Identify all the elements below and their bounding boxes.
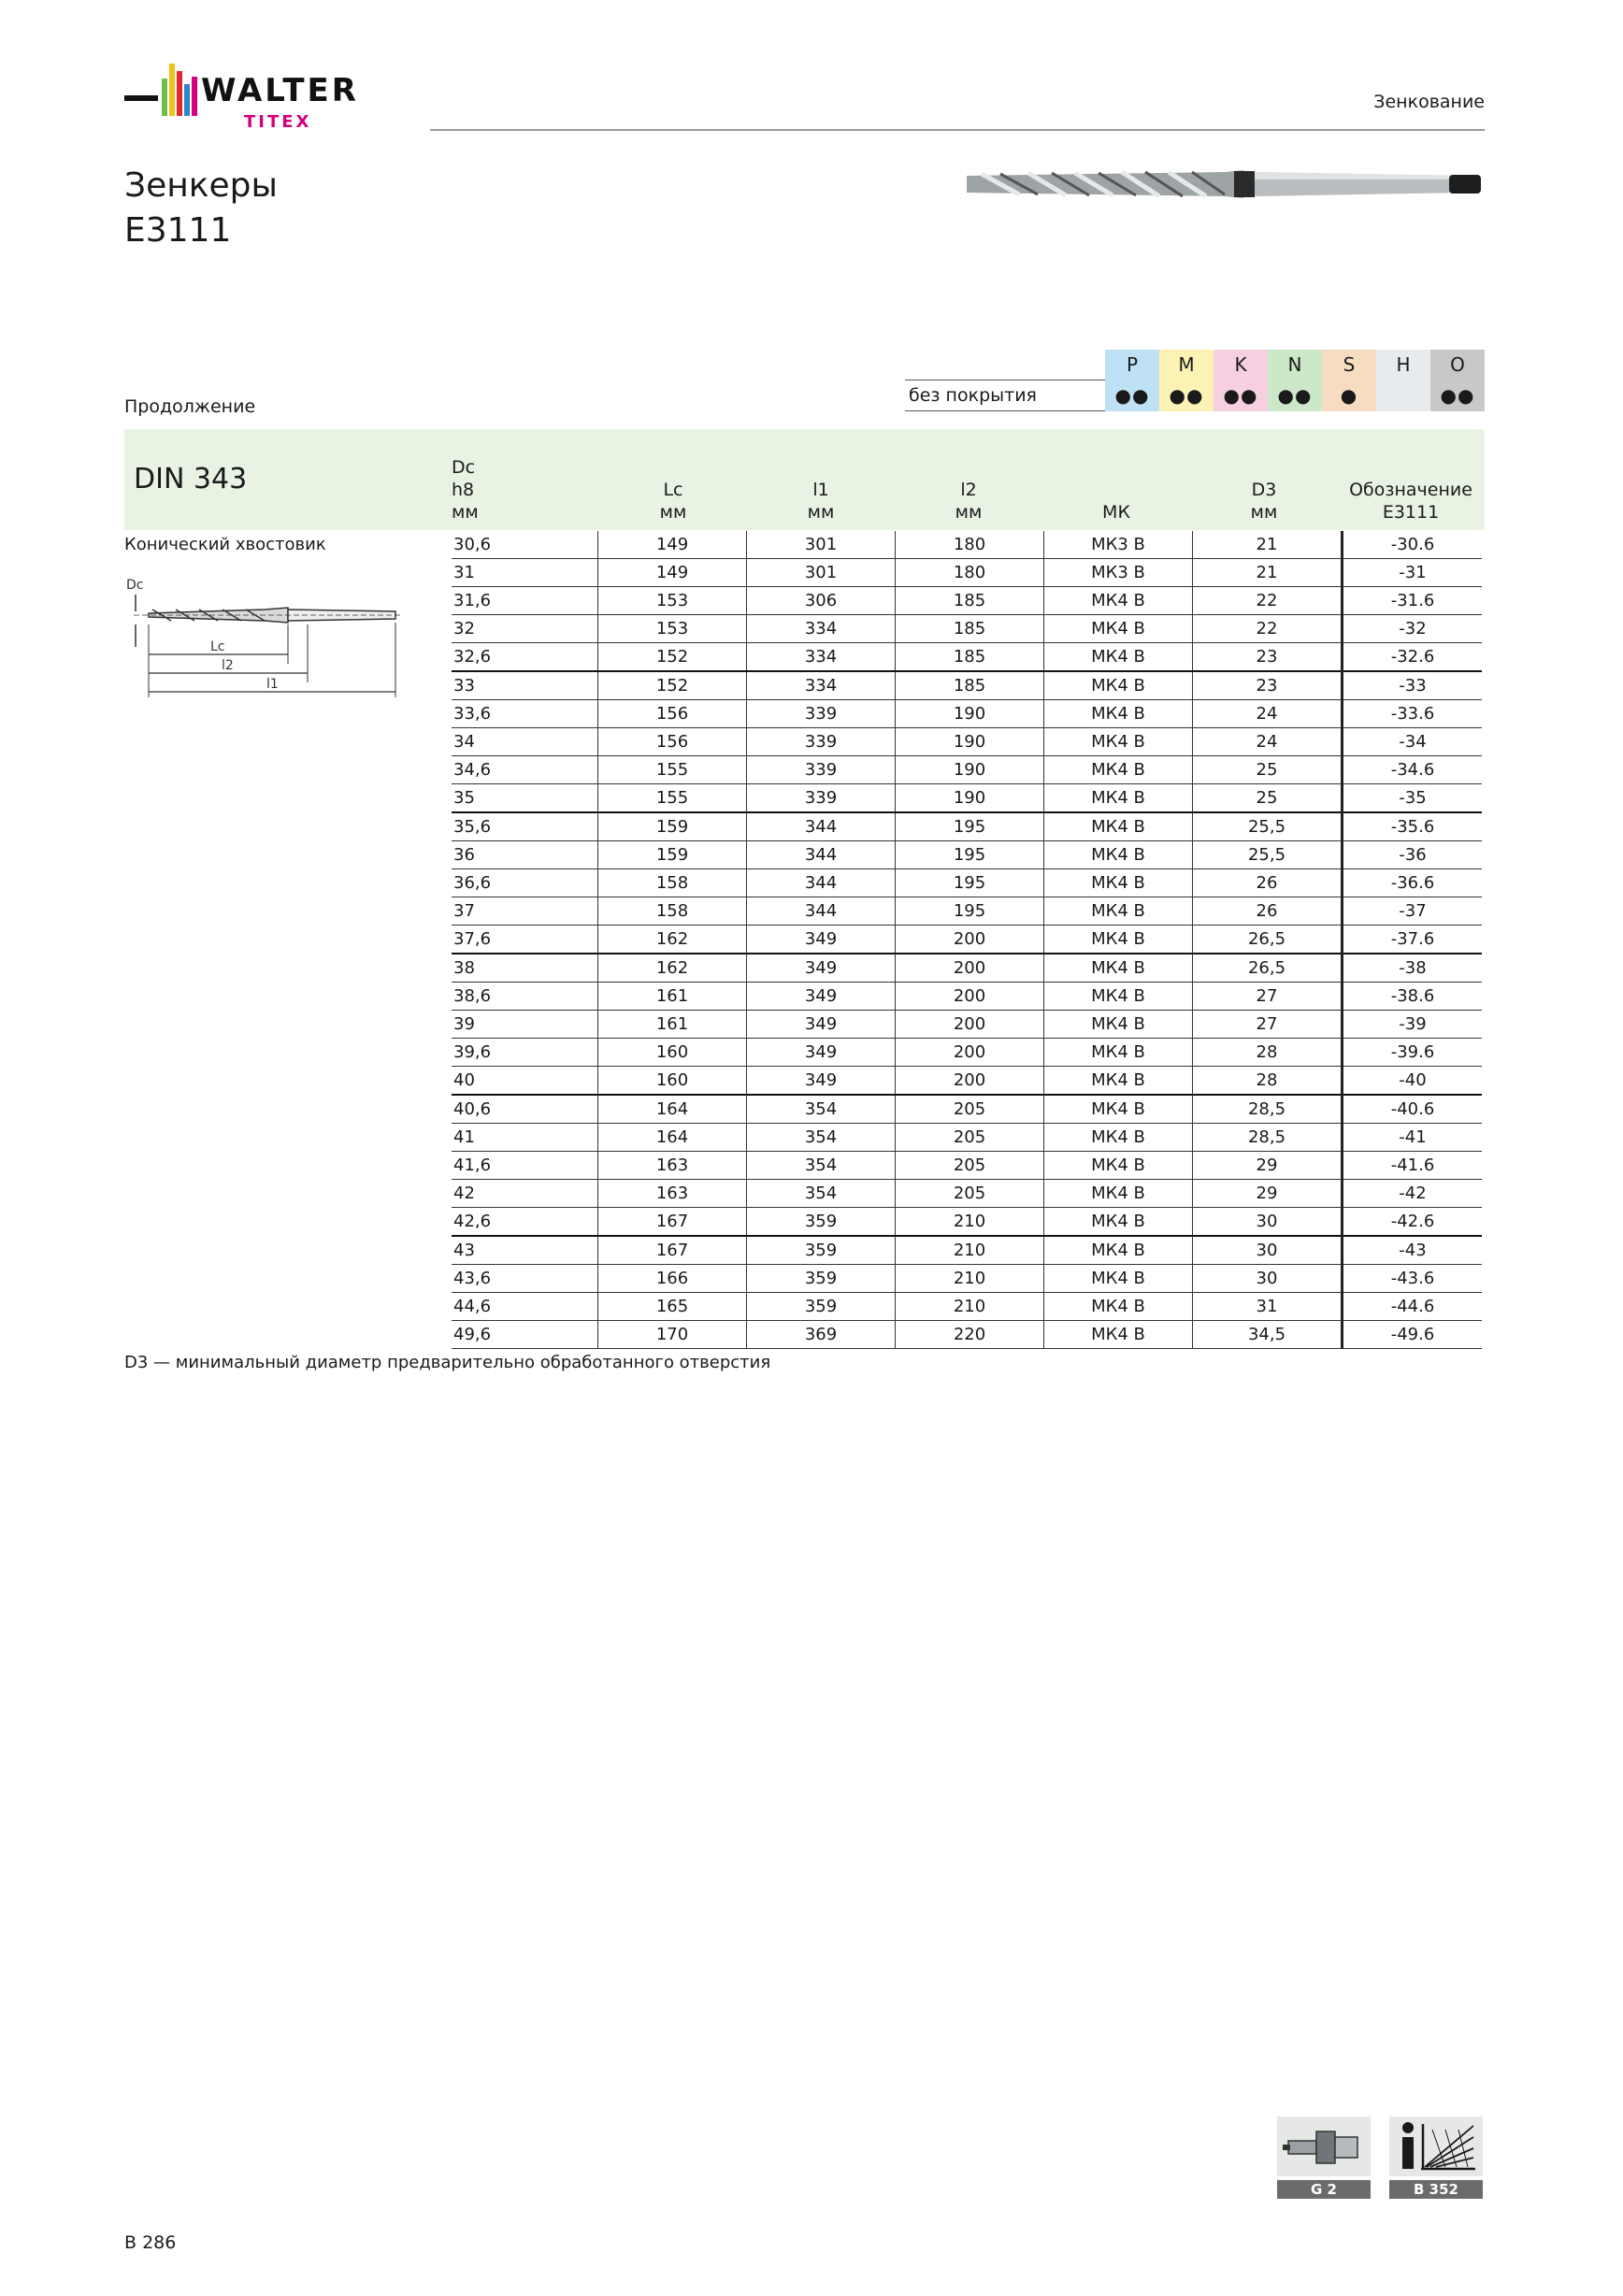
ref-b352-label: B 352	[1389, 2180, 1483, 2199]
cell-l2: 200	[896, 1011, 1044, 1039]
cell-lc: 170	[598, 1321, 747, 1349]
material-header-row	[905, 350, 1485, 380]
cell-designation: -34	[1343, 728, 1483, 756]
table-row	[452, 1180, 1482, 1208]
table-row	[452, 1236, 1482, 1265]
cell-l2: 200	[896, 983, 1044, 1011]
shank-type-label: Конический хвостовик	[124, 535, 326, 554]
header-designation: Обозначение E3111	[1349, 480, 1472, 523]
cell-d3: 26,5	[1193, 954, 1343, 983]
header-d3: D3 мм	[1250, 480, 1278, 523]
table-row	[452, 784, 1482, 813]
header-mk: МК	[1102, 502, 1130, 523]
header-l2: l2 мм	[955, 480, 983, 523]
cell-d3: 24	[1193, 700, 1343, 728]
cell-l1: 354	[747, 1095, 896, 1124]
cell-lc: 153	[598, 587, 747, 615]
cell-l2: 205	[896, 1124, 1044, 1152]
ref-g2-label: G 2	[1277, 2180, 1371, 2199]
cell-l2: 210	[896, 1236, 1044, 1265]
cell-l1: 334	[747, 615, 896, 643]
cell-dc: 34	[452, 728, 598, 756]
cell-d3: 24	[1193, 728, 1343, 756]
cell-d3: 28	[1193, 1067, 1343, 1096]
cell-lc: 156	[598, 700, 747, 728]
cell-l2: 205	[896, 1152, 1044, 1180]
cell-mk: МК4 В	[1044, 1152, 1193, 1180]
cell-l1: 354	[747, 1124, 896, 1152]
cell-l2: 190	[896, 728, 1044, 756]
table-row	[452, 643, 1482, 672]
title-line-2: E3111	[124, 211, 232, 250]
cell-l1: 349	[747, 1039, 896, 1067]
cell-d3: 28,5	[1193, 1124, 1343, 1152]
cell-dc: 33	[452, 671, 598, 700]
cell-l2: 195	[896, 841, 1044, 869]
cell-dc: 49,6	[452, 1321, 598, 1349]
cell-dc: 32	[452, 615, 598, 643]
cell-d3: 25,5	[1193, 841, 1343, 869]
cell-designation: -32.6	[1343, 643, 1483, 672]
tool-holder-icon	[1277, 2117, 1371, 2176]
table-row	[452, 841, 1482, 869]
cell-designation: -35.6	[1343, 812, 1483, 841]
cell-l2: 210	[896, 1293, 1044, 1321]
cell-designation: -36.6	[1343, 869, 1483, 897]
cell-d3: 31	[1193, 1293, 1343, 1321]
cell-lc: 149	[598, 531, 747, 559]
cell-d3: 26	[1193, 869, 1343, 897]
cell-designation: -39.6	[1343, 1039, 1483, 1067]
cell-designation: -41.6	[1343, 1152, 1483, 1180]
cell-lc: 161	[598, 983, 747, 1011]
cell-dc: 37	[452, 897, 598, 926]
cell-l2: 180	[896, 559, 1044, 587]
cell-lc: 160	[598, 1039, 747, 1067]
cell-mk: МК4 В	[1044, 1095, 1193, 1124]
cell-l1: 359	[747, 1208, 896, 1237]
continuation-label: Продолжение	[124, 396, 256, 417]
cell-lc: 162	[598, 954, 747, 983]
cell-dc: 42,6	[452, 1208, 598, 1237]
walter-titex-logo	[124, 58, 405, 135]
cell-mk: МК4 В	[1044, 841, 1193, 869]
suitability-h	[1376, 380, 1430, 411]
table-row	[452, 869, 1482, 897]
cell-dc: 39	[452, 1011, 598, 1039]
diagram-dc-label: Dc	[126, 578, 144, 593]
table-row	[452, 1095, 1482, 1124]
cell-l1: 301	[747, 531, 896, 559]
table-row	[452, 1124, 1482, 1152]
cell-dc: 44,6	[452, 1293, 598, 1321]
cell-l2: 210	[896, 1208, 1044, 1237]
suitability-s: ●	[1322, 380, 1376, 411]
cell-l1: 344	[747, 897, 896, 926]
cell-lc: 160	[598, 1067, 747, 1096]
info-chart-icon	[1389, 2117, 1483, 2176]
cell-dc: 32,6	[452, 643, 598, 672]
page-number: B 286	[124, 2232, 177, 2253]
coating-label: без покрытия	[905, 380, 1105, 411]
cell-lc: 159	[598, 812, 747, 841]
material-groups-table	[905, 350, 1485, 411]
cell-l1: 339	[747, 728, 896, 756]
table-row	[452, 559, 1482, 587]
table-row	[452, 728, 1482, 756]
cell-dc: 40	[452, 1067, 598, 1096]
ref-b352[interactable]	[1389, 2117, 1483, 2197]
cell-designation: -34.6	[1343, 756, 1483, 784]
suitability-o: ●●	[1430, 380, 1485, 411]
cell-l2: 195	[896, 869, 1044, 897]
material-group-m: M	[1159, 350, 1214, 380]
cell-mk: МК4 В	[1044, 756, 1193, 784]
table-row	[452, 756, 1482, 784]
cell-l1: 349	[747, 1067, 896, 1096]
cell-l1: 354	[747, 1152, 896, 1180]
cell-mk: МК3 В	[1044, 559, 1193, 587]
table-row	[452, 926, 1482, 954]
cell-lc: 152	[598, 671, 747, 700]
table-row	[452, 954, 1482, 983]
cell-lc: 166	[598, 1265, 747, 1293]
countersink-drill-image	[963, 161, 1487, 208]
ref-g2[interactable]	[1277, 2117, 1371, 2197]
cell-d3: 34,5	[1193, 1321, 1343, 1349]
cell-dc: 39,6	[452, 1039, 598, 1067]
cell-l2: 185	[896, 671, 1044, 700]
cell-l2: 190	[896, 756, 1044, 784]
section-title: Зенкование	[1373, 92, 1485, 112]
cell-l2: 200	[896, 1067, 1044, 1096]
cell-lc: 155	[598, 756, 747, 784]
cell-designation: -38	[1343, 954, 1483, 983]
cell-mk: МК4 В	[1044, 1265, 1193, 1293]
cell-d3: 25	[1193, 784, 1343, 813]
cell-l2: 185	[896, 643, 1044, 672]
cell-designation: -37.6	[1343, 926, 1483, 954]
cell-designation: -36	[1343, 841, 1483, 869]
page-title	[124, 164, 278, 253]
cell-designation: -33.6	[1343, 700, 1483, 728]
table-row	[452, 812, 1482, 841]
cell-l1: 359	[747, 1293, 896, 1321]
suitability-k: ●●	[1214, 380, 1268, 411]
cell-lc: 156	[598, 728, 747, 756]
diagram-l2-label: l2	[222, 658, 234, 673]
cell-mk: МК4 В	[1044, 615, 1193, 643]
cell-l1: 349	[747, 1011, 896, 1039]
cell-l1: 359	[747, 1265, 896, 1293]
cell-lc: 149	[598, 559, 747, 587]
cell-lc: 153	[598, 615, 747, 643]
cell-d3: 21	[1193, 559, 1343, 587]
cell-l1: 349	[747, 954, 896, 983]
table-row	[452, 983, 1482, 1011]
footnote: D3 — минимальный диаметр предварительно обработанного отверстия	[124, 1353, 771, 1372]
table-row	[452, 587, 1482, 615]
material-group-s: S	[1322, 350, 1376, 380]
drill-dimension-diagram	[124, 572, 405, 703]
table-row	[452, 671, 1482, 700]
cell-l1: 301	[747, 559, 896, 587]
cell-l1: 334	[747, 643, 896, 672]
cell-d3: 22	[1193, 615, 1343, 643]
cell-designation: -42	[1343, 1180, 1483, 1208]
cell-l1: 334	[747, 671, 896, 700]
suitability-p: ●●	[1105, 380, 1159, 411]
cell-lc: 152	[598, 643, 747, 672]
cell-l2: 185	[896, 615, 1044, 643]
cell-dc: 40,6	[452, 1095, 598, 1124]
cell-designation: -31	[1343, 559, 1483, 587]
cell-dc: 33,6	[452, 700, 598, 728]
material-group-h: H	[1376, 350, 1430, 380]
cell-d3: 21	[1193, 531, 1343, 559]
cell-dc: 37,6	[452, 926, 598, 954]
cell-dc: 31,6	[452, 587, 598, 615]
cell-d3: 26,5	[1193, 926, 1343, 954]
material-group-o: O	[1430, 350, 1485, 380]
table-row	[452, 700, 1482, 728]
cell-dc: 41,6	[452, 1152, 598, 1180]
cell-mk: МК4 В	[1044, 1067, 1193, 1096]
cell-dc: 34,6	[452, 756, 598, 784]
cell-lc: 165	[598, 1293, 747, 1321]
cell-mk: МК4 В	[1044, 1124, 1193, 1152]
cell-l1: 354	[747, 1180, 896, 1208]
cell-mk: МК4 В	[1044, 587, 1193, 615]
material-group-n: N	[1268, 350, 1322, 380]
cell-l2: 195	[896, 897, 1044, 926]
cell-dc: 38	[452, 954, 598, 983]
cell-l1: 339	[747, 784, 896, 813]
cell-l2: 185	[896, 587, 1044, 615]
cell-mk: МК4 В	[1044, 671, 1193, 700]
diagram-lc-label: Lc	[210, 639, 225, 654]
title-line-1: Зенкеры	[124, 166, 278, 205]
header-divider	[430, 129, 1485, 131]
cell-d3: 30	[1193, 1236, 1343, 1265]
cell-l1: 359	[747, 1236, 896, 1265]
cell-l2: 220	[896, 1321, 1044, 1349]
table-row	[452, 615, 1482, 643]
cell-lc: 158	[598, 897, 747, 926]
logo-subtext: TITEX	[244, 112, 312, 132]
cell-l2: 200	[896, 926, 1044, 954]
cell-designation: -30.6	[1343, 531, 1483, 559]
cell-lc: 163	[598, 1180, 747, 1208]
header-lc: Lc мм	[659, 480, 687, 523]
cell-dc: 31	[452, 559, 598, 587]
cell-l2: 190	[896, 784, 1044, 813]
cell-d3: 25,5	[1193, 812, 1343, 841]
cell-mk: МК4 В	[1044, 643, 1193, 672]
cell-designation: -43.6	[1343, 1265, 1483, 1293]
cell-dc: 42	[452, 1180, 598, 1208]
table-row	[452, 531, 1482, 559]
cell-mk: МК4 В	[1044, 869, 1193, 897]
cell-mk: МК4 В	[1044, 1321, 1193, 1349]
cell-designation: -38.6	[1343, 983, 1483, 1011]
standard-label: DIN 343	[134, 463, 248, 495]
cell-l1: 344	[747, 869, 896, 897]
cell-l1: 339	[747, 700, 896, 728]
cell-dc: 35	[452, 784, 598, 813]
header-dc: Dc h8 мм	[452, 457, 479, 523]
cell-l2: 205	[896, 1180, 1044, 1208]
cell-l2: 190	[896, 700, 1044, 728]
product-table	[452, 531, 1482, 1349]
cell-l2: 195	[896, 812, 1044, 841]
header-l1: l1 мм	[807, 480, 835, 523]
table-row	[452, 1067, 1482, 1096]
cell-d3: 26	[1193, 897, 1343, 926]
table-row	[452, 1321, 1482, 1349]
cell-dc: 43	[452, 1236, 598, 1265]
cell-mk: МК4 В	[1044, 1180, 1193, 1208]
cell-l1: 344	[747, 812, 896, 841]
table-row	[452, 1011, 1482, 1039]
cell-mk: МК4 В	[1044, 926, 1193, 954]
cell-l1: 344	[747, 841, 896, 869]
cell-designation: -37	[1343, 897, 1483, 926]
cell-d3: 22	[1193, 587, 1343, 615]
cell-mk: МК4 В	[1044, 700, 1193, 728]
cell-lc: 159	[598, 841, 747, 869]
cell-designation: -49.6	[1343, 1321, 1483, 1349]
cell-lc: 162	[598, 926, 747, 954]
cell-mk: МК4 В	[1044, 728, 1193, 756]
cell-dc: 43,6	[452, 1265, 598, 1293]
cell-l1: 369	[747, 1321, 896, 1349]
cell-mk: МК4 В	[1044, 1236, 1193, 1265]
cell-dc: 41	[452, 1124, 598, 1152]
cell-lc: 164	[598, 1095, 747, 1124]
cell-d3: 30	[1193, 1208, 1343, 1237]
cell-d3: 30	[1193, 1265, 1343, 1293]
cell-l1: 339	[747, 756, 896, 784]
cell-mk: МК4 В	[1044, 812, 1193, 841]
diagram-l1-label: l1	[266, 677, 279, 692]
cell-l2: 200	[896, 954, 1044, 983]
cell-mk: МК4 В	[1044, 784, 1193, 813]
cell-designation: -39	[1343, 1011, 1483, 1039]
logo-text: WALTER	[201, 72, 359, 109]
cell-designation: -33	[1343, 671, 1483, 700]
cell-d3: 25	[1193, 756, 1343, 784]
cell-mk: МК4 В	[1044, 1011, 1193, 1039]
cell-designation: -40.6	[1343, 1095, 1483, 1124]
cell-l1: 349	[747, 926, 896, 954]
table-row	[452, 897, 1482, 926]
cell-designation: -31.6	[1343, 587, 1483, 615]
cell-lc: 167	[598, 1208, 747, 1237]
cell-dc: 38,6	[452, 983, 598, 1011]
table-row	[452, 1208, 1482, 1237]
table-row	[452, 1039, 1482, 1067]
cell-d3: 27	[1193, 983, 1343, 1011]
table-row	[452, 1265, 1482, 1293]
suitability-m: ●●	[1159, 380, 1214, 411]
cell-l1: 306	[747, 587, 896, 615]
cell-d3: 23	[1193, 643, 1343, 672]
cell-d3: 27	[1193, 1011, 1343, 1039]
cell-dc: 36,6	[452, 869, 598, 897]
cell-designation: -41	[1343, 1124, 1483, 1152]
cell-mk: МК3 В	[1044, 531, 1193, 559]
suitability-n: ●●	[1268, 380, 1322, 411]
cell-d3: 29	[1193, 1152, 1343, 1180]
cell-designation: -32	[1343, 615, 1483, 643]
cell-mk: МК4 В	[1044, 1208, 1193, 1237]
cell-d3: 29	[1193, 1180, 1343, 1208]
cell-d3: 23	[1193, 671, 1343, 700]
cell-l1: 349	[747, 983, 896, 1011]
cell-mk: МК4 В	[1044, 1039, 1193, 1067]
table-row	[452, 1293, 1482, 1321]
material-group-p: P	[1105, 350, 1159, 380]
cell-mk: МК4 В	[1044, 1293, 1193, 1321]
cell-dc: 36	[452, 841, 598, 869]
table-row	[452, 1152, 1482, 1180]
cell-l2: 200	[896, 1039, 1044, 1067]
cell-designation: -44.6	[1343, 1293, 1483, 1321]
cell-l2: 180	[896, 531, 1044, 559]
cell-lc: 158	[598, 869, 747, 897]
material-coating-row	[905, 380, 1485, 411]
cell-lc: 164	[598, 1124, 747, 1152]
cell-d3: 28,5	[1193, 1095, 1343, 1124]
cell-designation: -43	[1343, 1236, 1483, 1265]
material-group-k: K	[1214, 350, 1268, 380]
cell-mk: МК4 В	[1044, 897, 1193, 926]
cell-l2: 205	[896, 1095, 1044, 1124]
cell-lc: 163	[598, 1152, 747, 1180]
cell-designation: -35	[1343, 784, 1483, 813]
cell-lc: 167	[598, 1236, 747, 1265]
cell-dc: 35,6	[452, 812, 598, 841]
cell-lc: 161	[598, 1011, 747, 1039]
cell-dc: 30,6	[452, 531, 598, 559]
cell-mk: МК4 В	[1044, 983, 1193, 1011]
cell-designation: -42.6	[1343, 1208, 1483, 1237]
cell-mk: МК4 В	[1044, 954, 1193, 983]
cell-designation: -40	[1343, 1067, 1483, 1096]
cell-lc: 155	[598, 784, 747, 813]
cell-l2: 210	[896, 1265, 1044, 1293]
cell-d3: 28	[1193, 1039, 1343, 1067]
